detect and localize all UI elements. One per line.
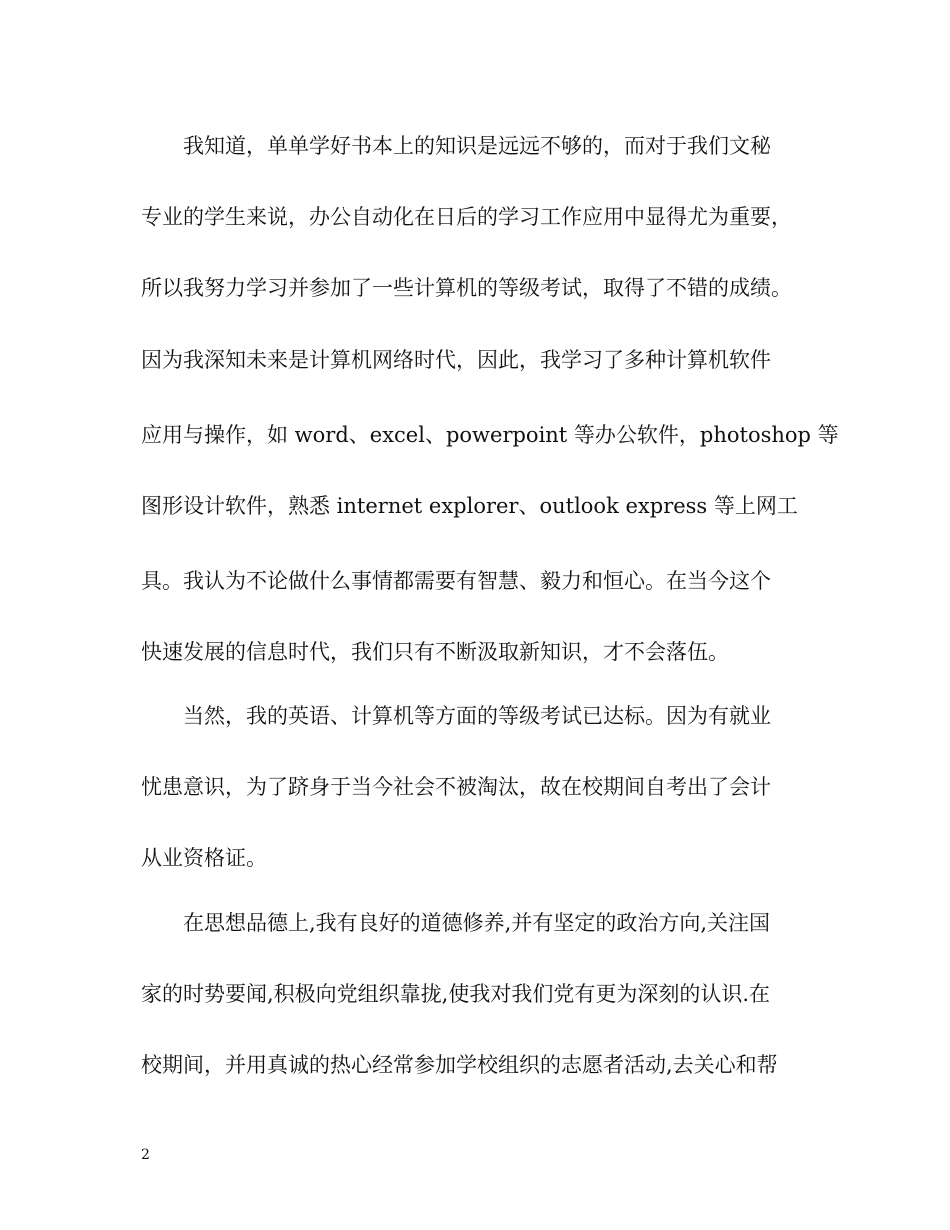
- paragraph-1-line-6: 图形设计软件，熟悉 internet explorer、outlook express 等上网工: [141, 494, 798, 518]
- paragraph-3-line-2: 家的时势要闻,积极向党组织靠拢,使我对我们党有更为深刻的认识.在: [141, 982, 771, 1006]
- paragraph-1-line-5: 应用与操作，如 word、excel、powerpoint 等办公软件，photoshop 等: [141, 423, 839, 447]
- paragraph-2-line-1: 当然，我的英语、计算机等方面的等级考试已达标。因为有就业: [183, 704, 771, 728]
- paragraph-1-line-2: 专业的学生来说，办公自动化在日后的学习工作应用中显得尤为重要，: [141, 205, 792, 229]
- page-number: 2: [141, 1147, 150, 1163]
- paragraph-3-line-1: 在思想品德上,我有良好的道德修养,并有坚定的政治方向,关注国: [183, 911, 771, 935]
- paragraph-1-line-1: 我知道，单单学好书本上的知识是远远不够的，而对于我们文秘: [183, 134, 771, 158]
- paragraph-2-line-3: 从业资格证。: [141, 846, 267, 870]
- paragraph-1-line-4: 因为我深知未来是计算机网络时代，因此，我学习了多种计算机软件: [141, 348, 771, 372]
- paragraph-1-line-8: 快速发展的信息时代，我们只有不断汲取新知识，才不会落伍。: [141, 640, 729, 664]
- paragraph-3-line-3: 校期间，并用真诚的热心经常参加学校组织的志愿者活动,去关心和帮: [141, 1053, 778, 1077]
- paragraph-1-line-7: 具。我认为不论做什么事情都需要有智慧、毅力和恒心。在当今这个: [141, 569, 771, 593]
- paragraph-2-line-2: 忧患意识，为了跻身于当今社会不被淘汰，故在校期间自考出了会计: [141, 775, 771, 799]
- paragraph-1-line-3: 所以我努力学习并参加了一些计算机的等级考试，取得了不错的成绩。: [141, 276, 792, 300]
